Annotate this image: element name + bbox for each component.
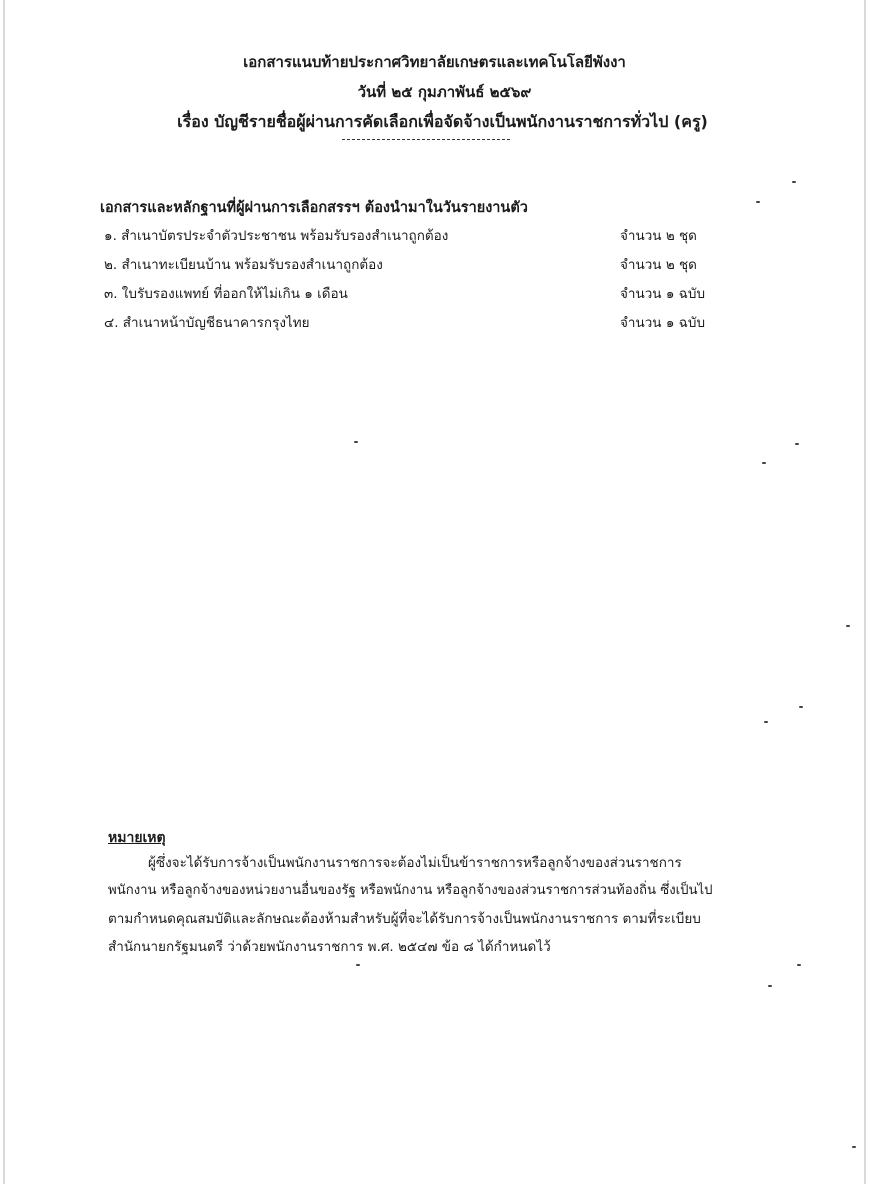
header-subject: เรื่อง บัญชีรายชื่อผู้ผ่านการคัดเลือกเพื่อจัดจ้างเป็นพนักงานราชการทั่วไป (ครู) (177, 112, 708, 131)
note-line: สำนักนายกรัฐมนตรี ว่าด้วยพนักงานราชการ พ.ศ. ๒๕๔๗ ข้อ ๘ ได้กำหนดไว้ (108, 939, 551, 955)
scan-speck (356, 964, 360, 966)
scan-speck (792, 181, 796, 183)
scan-speck (797, 964, 801, 966)
scan-speck (795, 443, 799, 445)
scan-speck (768, 985, 772, 987)
document-item (104, 311, 724, 333)
header-date: วันที่ ๒๕ กุมภาพันธ์ ๒๕๖๙ (357, 83, 532, 101)
scan-speck (799, 706, 803, 708)
document-item (104, 224, 724, 246)
scan-edge-left (3, 0, 5, 1184)
header-divider (342, 139, 510, 140)
document-item-label: ๑. สำเนาบัตรประจำตัวประชาชน พร้อมรับรองสำเนาถูกต้อง (104, 228, 449, 244)
document-item-qty: จำนวน ๒ ชุด (620, 228, 697, 244)
document-item-qty: จำนวน ๒ ชุด (620, 257, 697, 273)
note-line: พนักงาน หรือลูกจ้างของหน่วยงานอื่นของรัฐ หรือพนักงาน หรือลูกจ้างของส่วนราชการส่วนท้องถิ่น ซึ่งเป็นไป (108, 883, 713, 898)
document-item-label: ๔. สำเนาหน้าบัญชีธนาคารกรุงไทย (104, 315, 310, 331)
document-item-label: ๓. ใบรับรองแพทย์ ที่ออกให้ไม่เกิน ๑ เดือน (104, 286, 348, 302)
document-item-qty: จำนวน ๑ ฉบับ (620, 315, 706, 331)
document-item-label: ๒. สำเนาทะเบียนบ้าน พร้อมรับรองสำเนาถูกต้อง (104, 257, 383, 273)
scan-speck (846, 625, 850, 627)
document-item-qty: จำนวน ๑ ฉบับ (620, 286, 706, 302)
document-item (104, 282, 724, 304)
document-item (104, 253, 724, 275)
documents-title: เอกสารและหลักฐานที่ผู้ผ่านการเลือกสรรฯ ต้องนำมาในวันรายงานตัว (100, 200, 528, 216)
scan-speck (852, 1146, 856, 1148)
scan-speck (762, 462, 766, 464)
header-institution: เอกสารแนบท้ายประกาศวิทยาลัยเกษตรและเทคโนโลยีพังงา (243, 53, 626, 71)
scan-edge-right (864, 0, 866, 1184)
note-title: หมายเหตุ (108, 830, 166, 846)
scan-speck (354, 441, 358, 443)
note-line: ตามกำหนดคุณสมบัติและลักษณะต้องห้ามสำหรับผู้ที่จะได้รับการจ้างเป็นพนักงานราชการ ตามที่ระเบียบ (108, 911, 701, 927)
scan-speck (756, 201, 760, 203)
note-line: ผู้ซึ่งจะได้รับการจ้างเป็นพนักงานราชการจะต้องไม่เป็นข้าราชการหรือลูกจ้างของส่วนราชการ (148, 855, 682, 871)
scan-speck (764, 721, 768, 723)
